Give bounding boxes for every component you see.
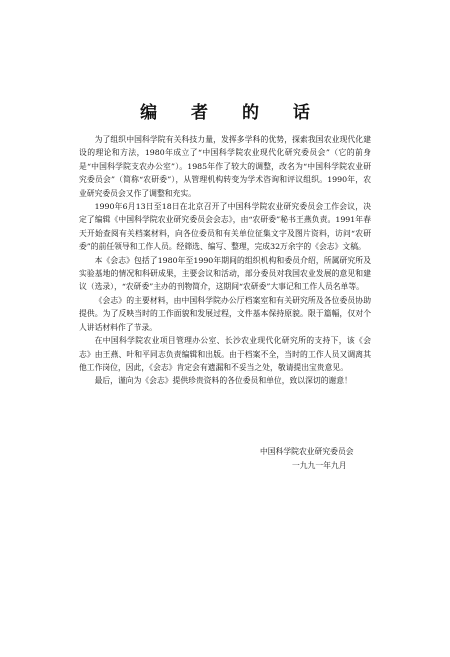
signature-block [260, 445, 354, 473]
page-title: 编 者 的 话 [140, 103, 324, 123]
paragraph-6: 最后，谨向为《会志》提供珍贵资料的各位委员和单位，致以深切的谢意！ [94, 376, 352, 386]
paragraph-3: 本《会志》包括了1980年至1990年期间的组织机构和委员介绍，所属研究所及实验基地的情况和科研成果，主要会议和活动，部分委员对我国农业发展的意见和建议（选录），“农研委”主办的刊物简介，这期间“农研委”大事记和工作人员名单等。 [79, 255, 371, 292]
paragraph-4: 《会志》的主要材料，由中国科学院办公厅档案室和有关研究所及各位委员协助提供。为了反映当时的工作面貌和发展过程，文件基本保持原貌。限于篇幅，仅对个人讲话材料作了节录。 [79, 295, 371, 332]
preface-body [79, 133, 371, 388]
paragraph-1: 为了组织中国科学院有关科技力量，发挥多学科的优势，探索我国农业现代化建设的理论和方法，1980年成立了“中国科学院农业现代化研究委员会”（它的前身是“中国科学院支农办公室”）。1985年作了较大的调整，改名为“中国科学院农业研究委员会”（简称“农研委”），从管理机构转变为学术咨询和评议组织。1990年，农业研究委员会又作了调整和充实。 [79, 135, 371, 198]
signature-date: 一九九一年九月 [292, 461, 347, 470]
signature-organization: 中国科学院农业研究委员会 [260, 447, 354, 456]
paragraph-2: 1990年6月13日至18日在北京召开了中国科学院农业研究委员会工作会议，决定了编辑《中国科学院农业研究委员会会志》，由“农研委”秘书王燕负责。1991年春天开始查阅有关档案材料，向各位委员和有关单位征集文字及图片资料，访问“农研委”的前任领导和工作人员。经筛选、编写、整理，完成32万余字的《会志》文稿。 [79, 202, 371, 252]
paragraph-5: 在中国科学院农业项目管理办公室、长沙农业现代化研究所的支持下，该《会志》由王燕、叶和平同志负责编辑和出版。由于档案不全，当时的工作人员又调离其他工作岗位，因此，《会志》肯定会有遗漏和不妥当之处，敬请提出宝贵意见。 [79, 336, 371, 372]
